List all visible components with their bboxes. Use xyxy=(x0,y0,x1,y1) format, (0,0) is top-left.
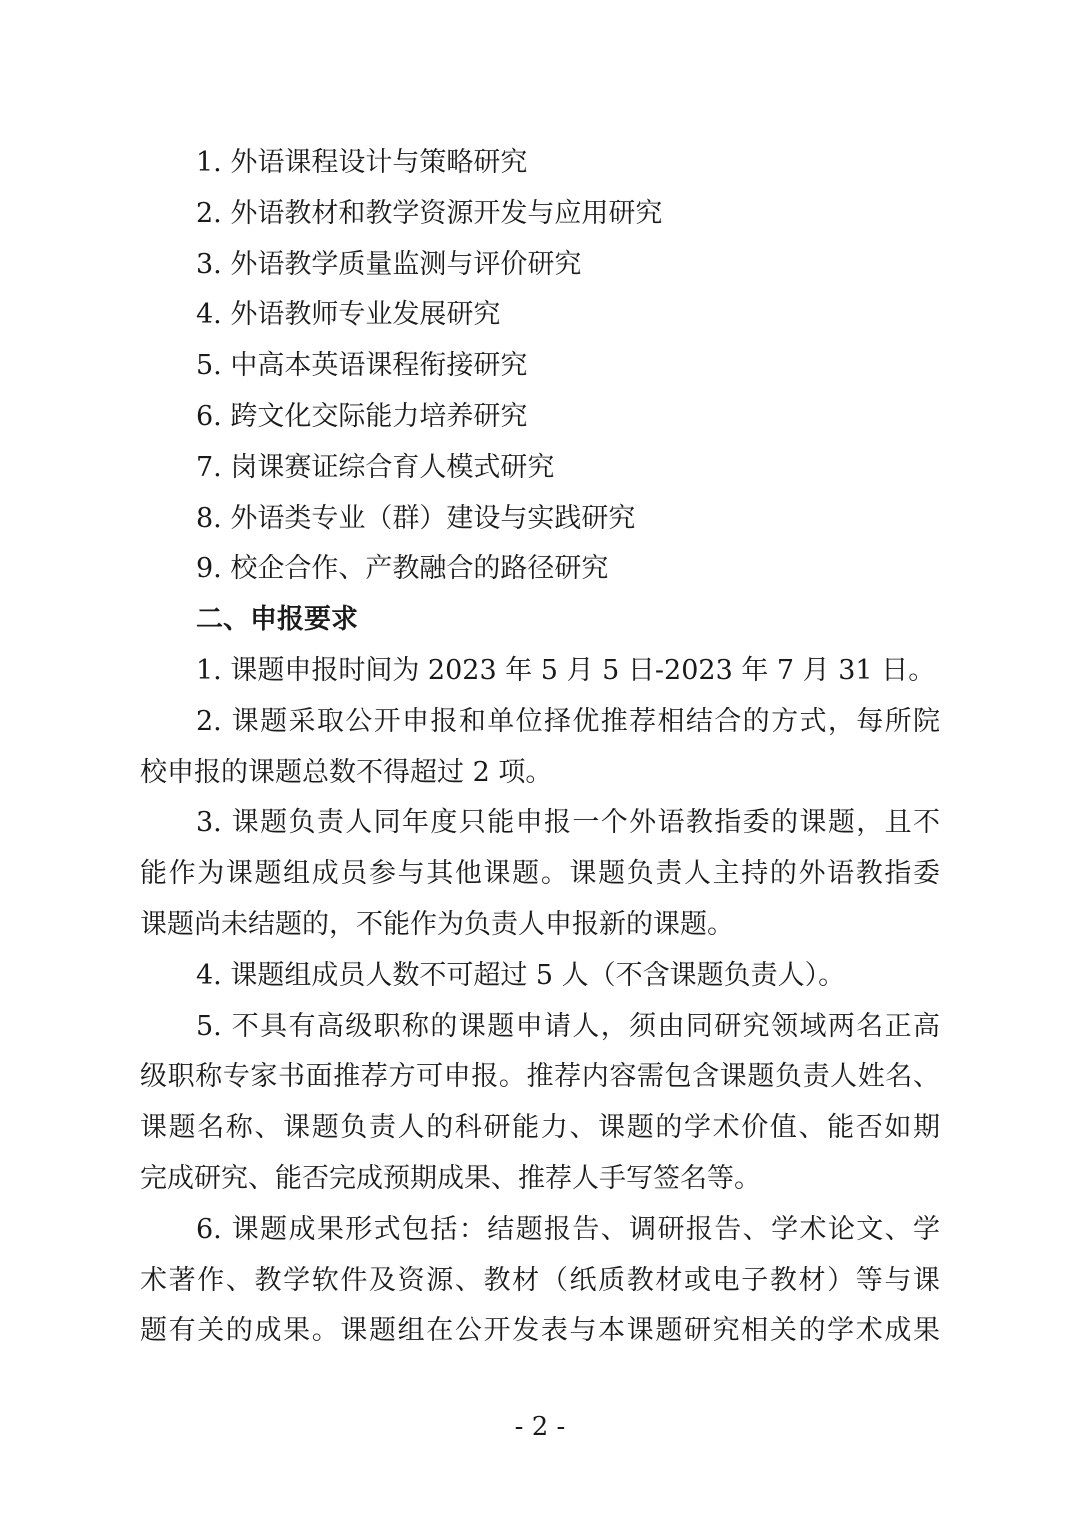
topic-item: 4. 外语教师专业发展研究 xyxy=(196,299,501,331)
paragraph-line: 课题尚未结题的，不能作为负责人申报新的课题。 xyxy=(140,908,734,940)
paragraph-line: 完成研究、能否完成预期成果、推荐人手写签名等。 xyxy=(140,1162,761,1194)
document-body xyxy=(140,138,940,1357)
topic-list xyxy=(140,138,940,595)
topic-item: 7. 岗课赛证综合育人模式研究 xyxy=(196,451,555,483)
topic-item: 2. 外语教材和教学资源开发与应用研究 xyxy=(196,197,663,229)
paragraph-line: 能作为课题组成员参与其他课题。课题负责人主持的外语教指委 xyxy=(140,858,940,890)
requirements-list xyxy=(140,646,940,1357)
paragraph-line: 课题名称、课题负责人的科研能力、课题的学术价值、能否如期 xyxy=(140,1112,940,1144)
requirement-paragraph xyxy=(140,1205,940,1357)
page-number: - 2 - xyxy=(514,1412,566,1442)
paragraph-line: 6. 课题成果形式包括：结题报告、调研报告、学术论文、学 xyxy=(196,1213,940,1245)
paragraph-line: 3. 课题负责人同年度只能申报一个外语教指委的课题，且不 xyxy=(196,807,940,839)
paragraph-line: 1. 课题申报时间为 2023 年 5 月 5 日-2023 年 7 月 31 日。 xyxy=(196,654,936,686)
paragraph-line: 题有关的成果。课题组在公开发表与本课题研究相关的学术成果 xyxy=(140,1315,940,1347)
topic-item: 1. 外语课程设计与策略研究 xyxy=(196,147,528,178)
topic-item: 6. 跨文化交际能力培养研究 xyxy=(196,400,528,432)
requirement-paragraph xyxy=(140,697,940,799)
topic-item: 9. 校企合作、产教融合的路径研究 xyxy=(196,553,609,585)
topic-item: 8. 外语类专业（群）建设与实践研究 xyxy=(196,502,636,534)
paragraph-line: 级职称专家书面推荐方可申报。推荐内容需包含课题负责人姓名、 xyxy=(140,1061,940,1093)
paragraph-line: 4. 课题组成员人数不可超过 5 人（不含课题负责人）。 xyxy=(196,959,846,991)
requirement-paragraph xyxy=(140,951,940,1002)
requirement-paragraph xyxy=(140,798,940,950)
paragraph-line: 2. 课题采取公开申报和单位择优推荐相结合的方式，每所院 xyxy=(196,705,940,737)
topic-item: 3. 外语教学质量监测与评价研究 xyxy=(196,248,582,280)
paragraph-line: 术著作、教学软件及资源、教材（纸质教材或电子教材）等与课 xyxy=(140,1264,940,1296)
requirement-paragraph xyxy=(140,1002,940,1205)
section-heading: 二、申报要求 xyxy=(196,604,358,636)
requirement-paragraph xyxy=(140,646,940,697)
topic-item: 5. 中高本英语课程衔接研究 xyxy=(196,350,528,382)
paragraph-line: 5. 不具有高级职称的课题申请人，须由同研究领域两名正高 xyxy=(196,1010,940,1042)
paragraph-line: 校申报的课题总数不得超过 2 项。 xyxy=(140,756,553,788)
